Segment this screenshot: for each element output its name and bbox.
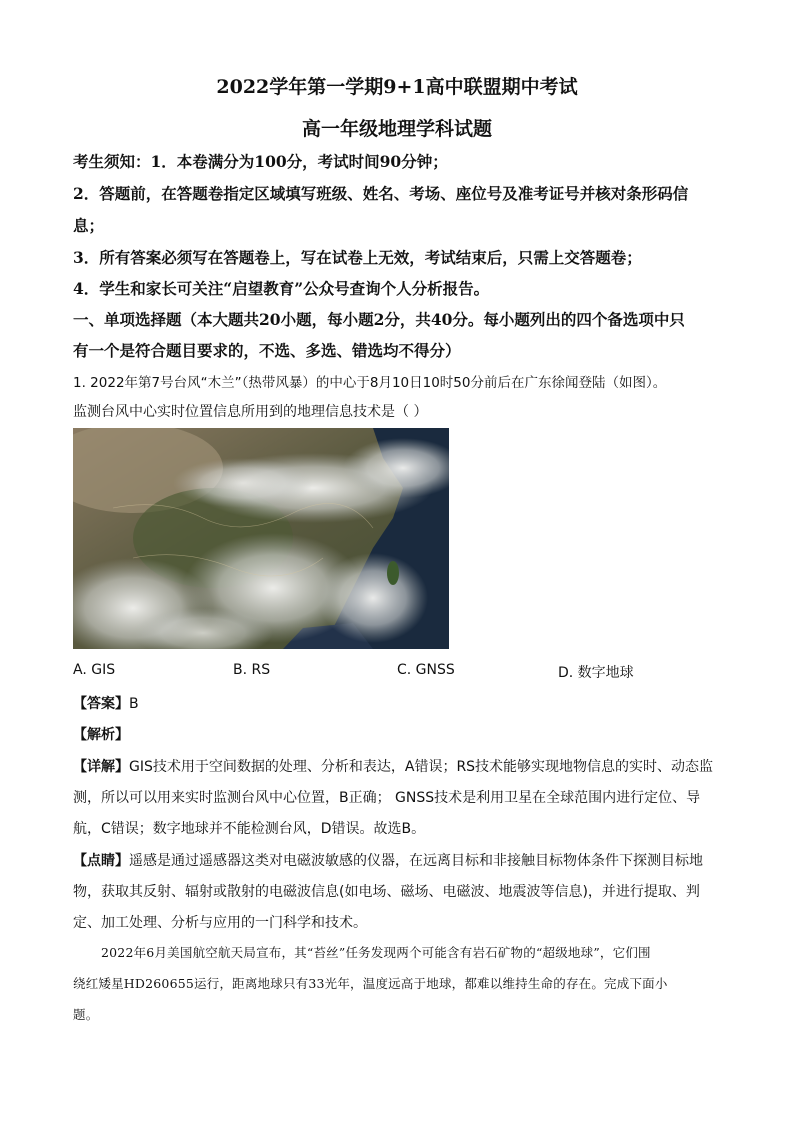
- option-c: C. GNSS: [397, 662, 455, 678]
- exam-subtitle: 高一年级地理学科试题: [301, 118, 492, 140]
- section-heading-cont: 有一个是符合题目要求的，不选、多选、错选均不得分）: [73, 341, 461, 360]
- notice-line-2: 2．答题前，在答题卷指定区域填写班级、姓名、考场、座位号及准考证号并核对条形码信: [73, 184, 689, 203]
- answer-value: B: [129, 696, 139, 712]
- tip-line-3: 定、加工处理、分析与应用的一门科学和技术。: [73, 915, 367, 931]
- tip-line-2: 物，获取其反射、辐射或散射的电磁波信息(如电场、磁场、电磁波、地震波等信息)，并进行提取、判: [73, 884, 700, 900]
- notice-line-1: 考生须知：1．本卷满分为100分，考试时间90分钟；: [73, 152, 448, 171]
- detail-label: 【详解】: [73, 759, 129, 775]
- answer-line: [73, 693, 139, 713]
- option-a: A. GIS: [73, 662, 116, 678]
- analysis-label: 【解析】: [73, 727, 129, 743]
- notice-line-3: 3．所有答案必须写在答题卷上，写在试卷上无效，考试结束后，只需上交答题卷；: [73, 248, 642, 267]
- passage-line-2: 绕红矮星HD260655运行，距离地球只有33光年，温度远高于地球，都难以维持生命的存在。完成下面小: [73, 976, 668, 991]
- passage-line-1: 2022年6月美国航空航天局宣布，其“苔丝”任务发现两个可能含有岩石矿物的“超级地球”，它们围: [101, 945, 651, 960]
- passage-line-3: 题。: [73, 1007, 99, 1022]
- option-d: D. 数字地球: [558, 665, 634, 681]
- exam-title: 2022学年第一学期9+1高中联盟期中考试: [216, 76, 578, 98]
- section-heading: 一、单项选择题（本大题共20小题，每小题2分，共40分。每小题列出的四个备选项中只: [73, 310, 685, 329]
- tip-label: 【点睛】: [73, 853, 129, 869]
- question-1-stem: 1. 2022年第7号台风“木兰”（热带风暴）的中心于8月10日10时50分前后在广东徐闻登陆（如图）。: [73, 375, 667, 391]
- question-1-stem-cont: 监测台风中心实时位置信息所用到的地理信息技术是（ ）: [73, 404, 428, 420]
- detail-line-1: [73, 756, 713, 776]
- detail-line-3: 航，C错误；数字地球并不能检测台风，D错误。故选B。: [73, 821, 426, 837]
- tip-line-1: [73, 850, 703, 870]
- notice-line-2-cont: 息；: [73, 216, 105, 235]
- notice-line-4: 4．学生和家长可关注“启望教育”公众号查询个人分析报告。: [73, 279, 490, 298]
- detail-line-2: 测，所以可以用来实时监测台风中心位置，B正确； GNSS技术是利用卫星在全球范围内进行定位、导: [73, 790, 701, 806]
- detail-text-1: GIS技术用于空间数据的处理、分析和表达，A错误；RS技术能够实现地物信息的实时、动态监: [129, 759, 714, 775]
- option-b: B. RS: [233, 662, 271, 678]
- answer-label: 【答案】: [73, 696, 129, 712]
- tip-text-1: 遥感是通过遥感器这类对电磁波敏感的仪器，在远离目标和非接触目标物体条件下探测目标地: [129, 853, 703, 869]
- typhoon-satellite-image: [73, 428, 449, 649]
